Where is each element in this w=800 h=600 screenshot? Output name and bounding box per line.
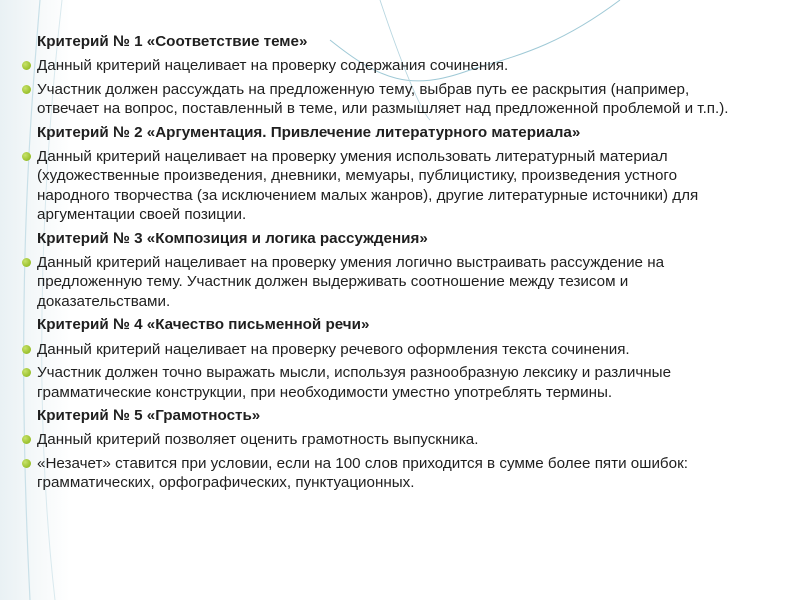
- list-item-text: Данный критерий позволяет оценить грамотность выпускника.: [37, 431, 479, 449]
- section-criterion-1: [22, 32, 734, 119]
- bullet-icon: [22, 258, 31, 267]
- criterion-heading: Критерий № 2 «Аргументация. Привлечение литературного материала»: [37, 123, 581, 141]
- bullet-icon: [22, 85, 31, 94]
- section-criterion-4: [22, 315, 734, 402]
- list-item-text: «Незачет» ставится при условии, если на 100 слов приходится в сумме более пяти ошибок: грамматических, орфографических, пунктуационных.: [37, 454, 688, 492]
- list-item: [22, 454, 734, 493]
- section-criterion-5: [22, 406, 734, 493]
- list-item-text: Участник должен рассуждать на предложенную тему, выбрав путь ее раскрытия (например, отвечает на вопрос, поставленный в теме, или размышляет над предложенной проблемой и т.п.).: [37, 80, 729, 118]
- list-item: [22, 340, 734, 359]
- list-item-text: Данный критерий нацеливает на проверку умения логично выстраивать рассуждение на предложенную тему. Участник должен выдерживать соотношение между тезисом и доказательствами.: [37, 254, 665, 310]
- criterion-heading: Критерий № 5 «Грамотность»: [37, 406, 261, 424]
- list-item-text: Участник должен точно выражать мысли, используя разнообразную лексику и различные грамматические конструкции, при необходимости уместно употреблять термины.: [37, 364, 672, 401]
- list-item: [22, 56, 734, 75]
- section-criterion-3: [22, 229, 734, 312]
- list-item: [22, 253, 734, 311]
- bullet-icon: [22, 61, 31, 70]
- bullet-icon: [22, 152, 31, 161]
- list-item: [22, 80, 734, 119]
- list-item-text: Данный критерий нацеливает на проверку речевого оформления текста сочинения.: [37, 340, 630, 358]
- criteria-content: [22, 32, 734, 497]
- criterion-heading: Критерий № 1 «Соответствие теме»: [37, 33, 308, 50]
- list-item-text: Данный критерий нацеливает на проверку умения использовать литературный материал (художественные произведения, дневники, мемуары, публицистику, произведения устного народного творчества (за исключением малых жанров), другие литературные источники) для аргументации своей позиции.: [37, 148, 699, 224]
- bullet-icon: [22, 368, 31, 377]
- criterion-heading: Критерий № 4 «Качество письменной речи»: [37, 316, 370, 334]
- section-criterion-2: [22, 123, 734, 225]
- criterion-heading: Критерий № 3 «Композиция и логика рассуждения»: [37, 229, 428, 247]
- list-item: [22, 430, 734, 449]
- bullet-icon: [22, 435, 31, 444]
- list-item: [22, 363, 734, 402]
- list-item: [22, 147, 734, 225]
- bullet-icon: [22, 345, 31, 354]
- list-item-text: Данный критерий нацеливает на проверку содержания сочинения.: [37, 57, 509, 75]
- bullet-icon: [22, 459, 31, 468]
